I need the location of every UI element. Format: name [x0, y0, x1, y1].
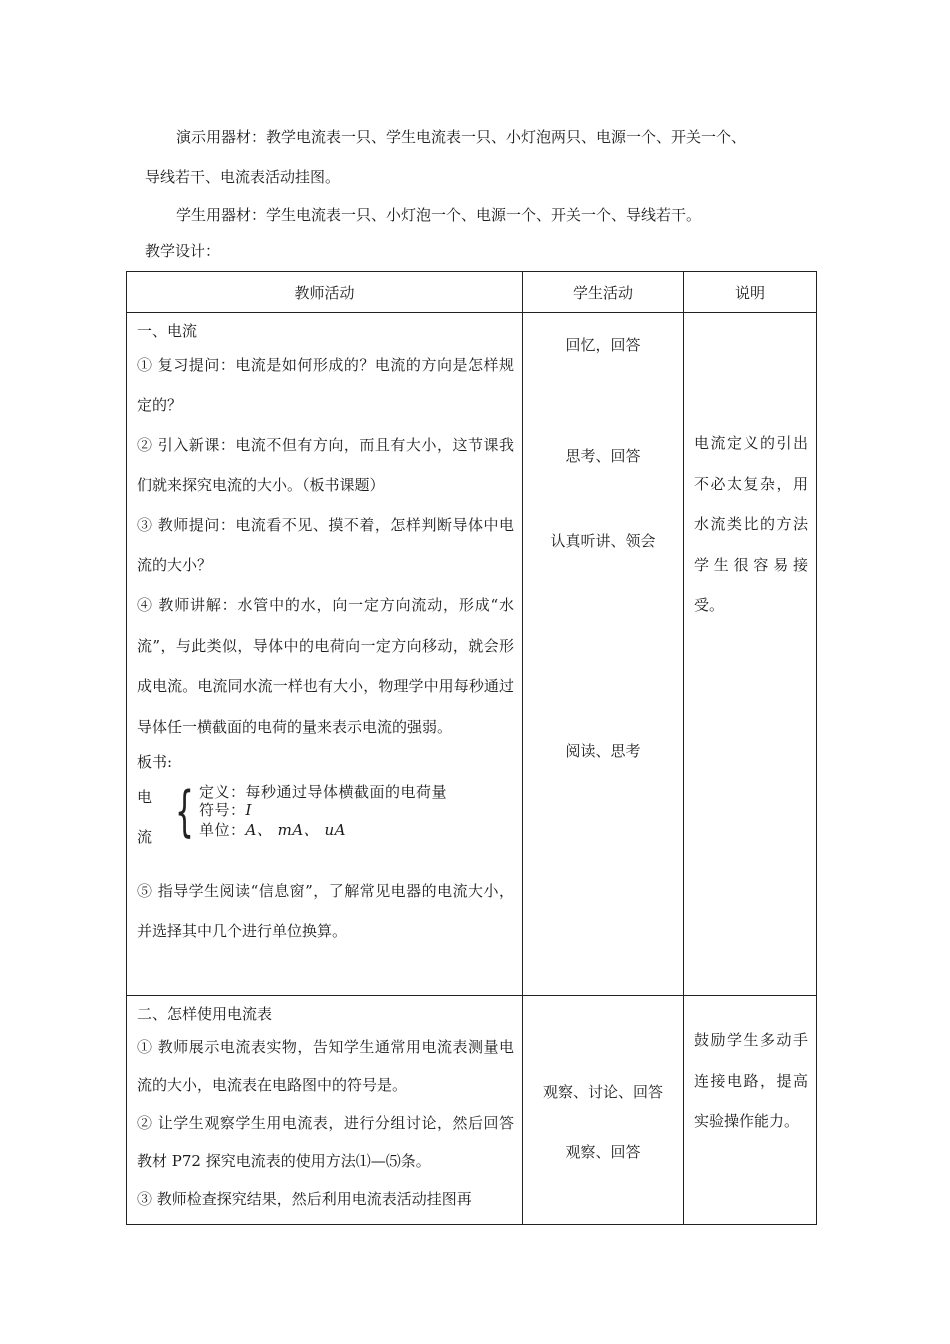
lesson-design-table: [126, 271, 817, 1225]
student-activity-cell: [523, 996, 684, 1225]
section-title: 一、电流: [137, 322, 198, 340]
symbol-label: 符号：: [199, 801, 246, 819]
header-notes: 说明: [684, 272, 817, 313]
definition-text: 每秒通过导体横截面的电荷量: [245, 783, 448, 801]
definition-label: 定义：: [199, 783, 246, 801]
table-header-row: [127, 272, 817, 313]
teacher-item: ④ 教师讲解：水管中的水，向一定方向流动，形成“水流”，与此类似，导体中的电荷向一定方向移动，就会形成电流。电流同水流一样也有大小，物理学中用每秒通过导体任一横截面的电荷的量来表示电流的强弱。: [137, 596, 514, 736]
teacher-item: ② 引入新课：电流不但有方向，而且有大小，这节课我们就来探究电流的大小。（板书课题）: [137, 436, 514, 494]
unit-values: A、 mA、 uA: [245, 821, 346, 839]
student-activity: 观察、回答: [565, 1143, 641, 1161]
teacher-item: ① 教师展示电流表实物，告知学生通常用电流表测量电流的大小，电流表在电路图中的符号是。: [137, 1038, 514, 1094]
board-label: 板书:: [137, 753, 173, 771]
design-heading: 教学设计：: [145, 242, 221, 260]
teacher-item: ⑤ 指导学生阅读“信息窗”，了解常见电器的电流大小，并选择其中几个进行单位换算。: [137, 882, 514, 940]
student-activity: 回忆，回答: [565, 336, 641, 354]
teacher-activity-cell: [127, 996, 523, 1225]
student-activity: 观察、讨论、回答: [542, 1083, 663, 1101]
teacher-item: ③ 教师提问：电流看不见、摸不着，怎样判断导体中电流的大小？: [137, 516, 514, 574]
teacher-item: ① 复习提问：电流是如何形成的？电流的方向是怎样规定的？: [137, 356, 514, 414]
demo-equipment-line1: 演示用器材：教学电流表一只、学生电流表一只、小灯泡两只、电源一个、开关一个、: [176, 128, 747, 146]
teacher-item: ③ 教师检查探究结果，然后利用电流表活动挂图再: [137, 1190, 472, 1208]
note-text: 鼓励学生多动手连接电路，提高实验操作能力。: [694, 1031, 808, 1130]
student-equipment: 学生用器材：学生电流表一只、小灯泡一个、电源一个、开关一个、导线若干。: [176, 206, 702, 224]
table-row: [127, 996, 817, 1225]
board-writing: [137, 777, 514, 861]
teacher-item: ② 让学生观察学生用电流表，进行分组讨论，然后回答教材 P72 探究电流表的使用方法⑴—⑸条。: [137, 1114, 514, 1170]
board-symbol: [199, 801, 252, 819]
notes-cell: [684, 996, 817, 1225]
student-activity: 认真听讲、领会: [550, 532, 656, 550]
notes-cell: [684, 313, 817, 996]
table-row: [127, 313, 817, 996]
note-text: 电流定义的引出不必太复杂，用水流类比的方法学生很容易接受。: [694, 434, 808, 614]
student-activity: 阅读、思考: [565, 742, 641, 760]
student-activity: 思考、回答: [565, 447, 641, 465]
unit-label: 单位：: [199, 821, 246, 839]
demo-equipment-line2: 导线若干、电流表活动挂图。: [145, 168, 341, 186]
teacher-activity-cell: [127, 313, 523, 996]
header-teacher-activity: 教师活动: [127, 272, 523, 313]
brace-icon: {: [175, 780, 194, 843]
student-activity-cell: [523, 313, 684, 996]
board-definition: [199, 783, 447, 801]
symbol-value: I: [245, 801, 252, 819]
board-char: 流: [137, 828, 153, 846]
board-unit: [199, 821, 346, 839]
section-title: 二、怎样使用电流表: [137, 1005, 273, 1023]
board-char: 电: [137, 788, 153, 806]
header-student-activity: 学生活动: [523, 272, 684, 313]
